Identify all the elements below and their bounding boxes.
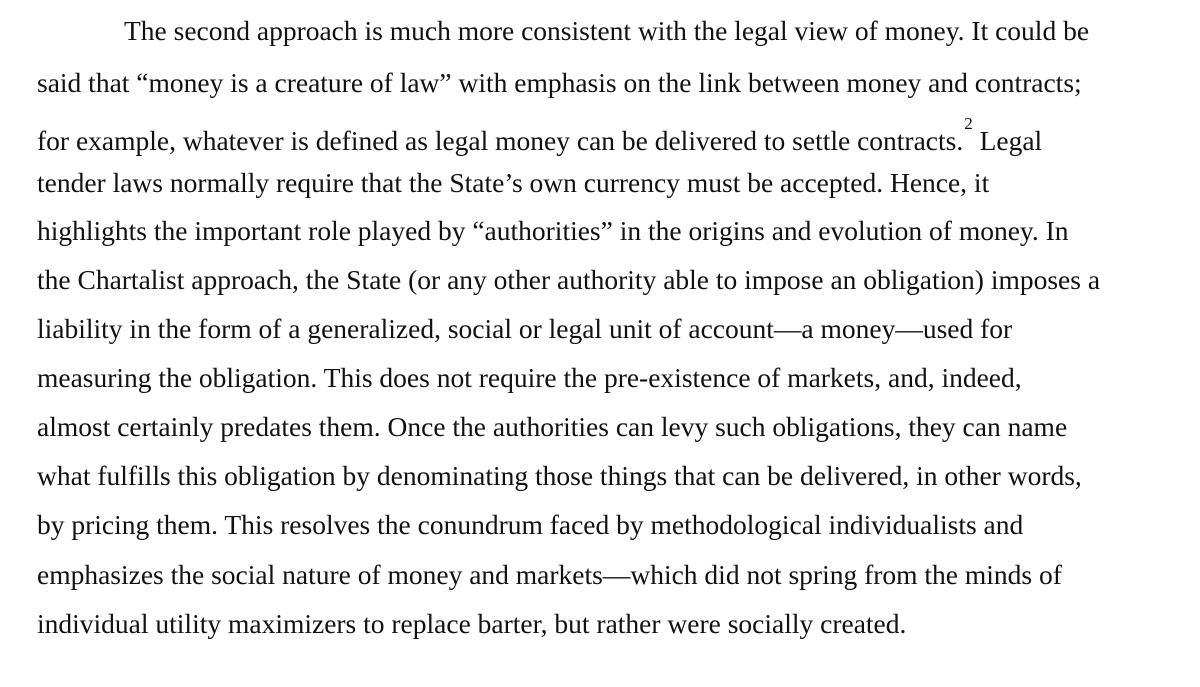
paragraph-line-11: by pricing them. This resolves the conundrum faced by methodological individualists and xyxy=(37,509,1024,540)
paragraph-line-8: measuring the obligation. This does not require the pre-existence of markets, and, indeed, xyxy=(37,362,1022,393)
paragraph-line-13: individual utility maximizers to replace barter, but rather were socially created. xyxy=(37,608,907,639)
paragraph-line-10: what fulfills this obligation by denominating those things that can be delivered, in other words, xyxy=(37,460,1082,491)
paragraph-line-6: the Chartalist approach, the State (or any other authority able to impose an obligation) imposes a xyxy=(37,264,1101,295)
paragraph-line-3-text: for example, whatever is defined as legal money can be delivered to settle contracts. xyxy=(37,125,964,157)
paragraph-line-2: said that “money is a creature of law” with emphasis on the link between money and contracts; xyxy=(37,67,1082,98)
paragraph-line-9: almost certainly predates them. Once the authorities can levy such obligations, they can name xyxy=(37,411,1068,442)
footnote-marker[interactable]: 2 xyxy=(964,114,973,133)
paragraph-line-12: emphasizes the social nature of money and markets—which did not spring from the minds of xyxy=(37,559,1062,590)
paragraph-line-7: liability in the form of a generalized, social or legal unit of account—a money—used for xyxy=(37,313,1013,344)
paragraph-line-5: highlights the important role played by “authorities” in the origins and evolution of money. In xyxy=(37,215,1069,246)
paragraph-line-1: The second approach is much more consistent with the legal view of money. It could be xyxy=(124,15,1090,46)
paragraph-line-3 xyxy=(37,114,1043,157)
paragraph-line-4: tender laws normally require that the State’s own currency must be accepted. Hence, it xyxy=(37,167,990,198)
paragraph-line-3-tail: Legal xyxy=(972,125,1043,157)
